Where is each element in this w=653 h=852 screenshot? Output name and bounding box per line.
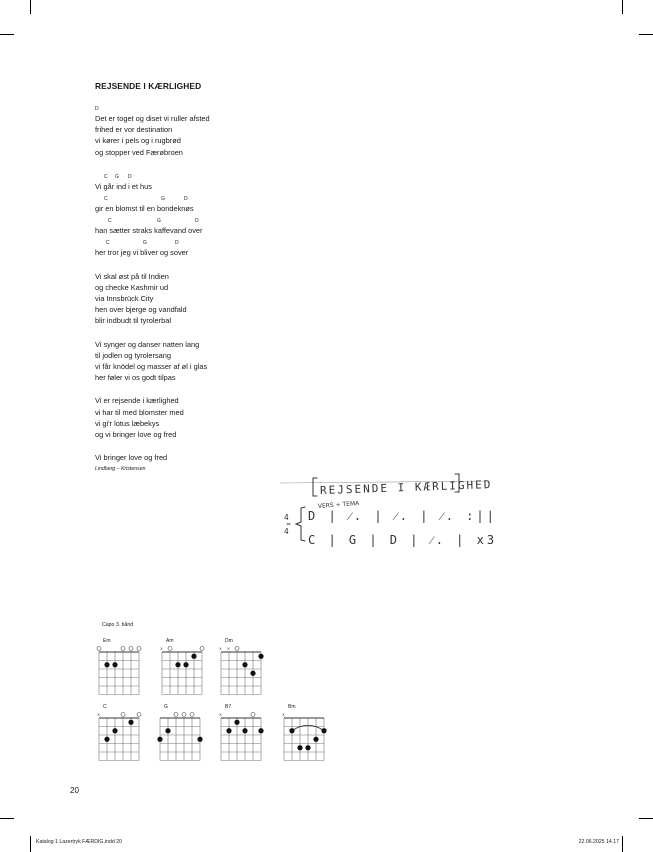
fretboard [95, 644, 147, 700]
lyric-line: Vi skal øst på til Indien [95, 271, 169, 281]
crop-mark-top-right-h [639, 34, 653, 35]
finger-dot [234, 720, 239, 725]
muted-string-marker: × [97, 712, 100, 719]
song-credit: Lindberg – Kristensen [95, 466, 146, 472]
handwritten-chord-chart [270, 462, 510, 558]
lyric-line: og vi bringer love og fred [95, 430, 177, 440]
finger-dot [112, 662, 117, 667]
chord-symbol: G [115, 173, 119, 180]
footer-file-info: Katalog 1 Lazertryk FÆRDIG.indd 20 [36, 839, 122, 845]
open-string-marker [235, 647, 239, 651]
lyric-line: og stopper ved Færøbroen [95, 147, 183, 157]
crop-mark-bottom-left-h [0, 818, 14, 819]
open-string-marker [200, 647, 204, 651]
chord-row [95, 236, 355, 247]
crop-mark-bottom-right-h [639, 818, 653, 819]
chord-symbol: C [104, 196, 108, 203]
lyric-line: gir en blomst til en bondeknøs [95, 204, 194, 214]
capo-note: Capo 3. bånd [102, 622, 134, 628]
crop-mark-top-left-h [0, 34, 14, 35]
finger-dot [226, 728, 231, 733]
finger-dot [197, 737, 202, 742]
finger-dot [297, 745, 302, 750]
chord-symbol: C [104, 173, 108, 180]
crop-mark-top-left-v [30, 0, 31, 14]
open-string-marker [121, 647, 125, 651]
finger-dot [128, 720, 133, 725]
finger-dot [289, 728, 294, 733]
open-string-marker [190, 713, 194, 717]
chord-symbol: D [184, 196, 188, 203]
lyric-line: Det er toget og diset vi ruller afsted [95, 114, 210, 123]
lyric-line: her tror jeg vi bliver og sover [95, 248, 189, 258]
chord-row [95, 102, 355, 113]
lyric-line: Vi går ind i et hus [95, 181, 152, 191]
crop-mark-bottom-left-v [30, 836, 31, 852]
finger-dot [250, 671, 255, 676]
crop-mark-bottom-right-v [622, 836, 623, 852]
fretboard [217, 644, 269, 700]
lyric-line: Vi er rejsende i kærlighed [95, 396, 179, 406]
lyric-line: hen over bjerge og vandfald [95, 305, 187, 315]
chord-symbol: G [157, 218, 161, 225]
chord-diagram-label: C [103, 704, 107, 710]
chord-symbol: D [175, 240, 179, 247]
lyric-line: vi gi'r lotus læbekys [95, 418, 160, 428]
open-string-marker [121, 713, 125, 717]
lyric-line: Vi synger og danser natten lang [95, 339, 200, 349]
open-string-marker [97, 647, 101, 651]
lyric-line: vi har til med blomster med [95, 407, 184, 417]
finger-dot [175, 662, 180, 667]
finger-dot [258, 654, 263, 659]
stanza-gap [95, 158, 355, 170]
finger-dot [112, 728, 117, 733]
finger-dot [313, 737, 318, 742]
chord-row [95, 192, 355, 203]
stanza-gap [95, 259, 355, 271]
fretboard [95, 710, 147, 766]
finger-dot [157, 737, 162, 742]
open-string-marker [251, 713, 255, 717]
finger-dot [305, 745, 310, 750]
muted-string-marker: × [160, 646, 163, 653]
handwritten-line-1: D | ⁄. | ⁄. | ⁄. :|| [308, 509, 497, 523]
muted-string-marker: × [219, 712, 222, 719]
chord-row [95, 170, 355, 181]
stanza-gap [95, 440, 355, 452]
chord-symbol: G [143, 240, 147, 247]
open-string-marker [168, 647, 172, 651]
lyric-line: Vi bringer love og fred [95, 453, 168, 463]
open-string-marker [137, 647, 141, 651]
finger-dot [242, 662, 247, 667]
fretboard [156, 710, 208, 766]
chord-symbol: C [108, 218, 112, 225]
lyrics-block [95, 102, 355, 463]
finger-dot [321, 728, 326, 733]
handwritten-line-2: C | G | D | ⁄. | x3 [308, 533, 498, 547]
open-string-marker [174, 713, 178, 717]
finger-dot [242, 728, 247, 733]
muted-string-marker: × [282, 712, 285, 719]
lyric-line: til jodlen og tyrolersang [95, 350, 172, 360]
finger-dot [191, 654, 196, 659]
chord-symbol: D [195, 218, 199, 225]
chord-diagram-label: G [164, 704, 168, 710]
chord-symbol: G [161, 196, 165, 203]
open-string-marker [182, 713, 186, 717]
chord-diagram-label: B7 [225, 704, 232, 710]
chord-symbol: D [128, 173, 132, 180]
lyric-line: han sætter straks kaffevand over [95, 226, 203, 236]
chord-row [95, 214, 355, 225]
open-string-marker [129, 647, 133, 651]
finger-dot [258, 728, 263, 733]
footer-timestamp: 22.06.2025 14.17 [578, 839, 619, 845]
muted-string-marker: × [227, 646, 230, 653]
chord-symbol: C [106, 240, 110, 247]
handwritten-subtitle: VERS + TEMA [317, 500, 360, 510]
song-title: REJSENDE I KÆRLIGHED [95, 81, 202, 91]
open-string-marker [137, 713, 141, 717]
finger-dot [104, 737, 109, 742]
finger-dot [183, 662, 188, 667]
finger-dot [165, 728, 170, 733]
chord-diagram-label: Bm [288, 704, 296, 710]
lyric-line: vi kører i pels og i rugbrød [95, 136, 181, 146]
chord-symbol: D [95, 106, 99, 112]
lyric-line: frihed er vor destination [95, 125, 173, 135]
lyric-line: blir indbudt til tyrolerbal [95, 316, 171, 326]
chord-diagram-label: Dm [225, 638, 233, 644]
page-number: 20 [70, 786, 79, 795]
handwritten-time-sig-top: 4 [284, 513, 289, 522]
fretboard [158, 644, 210, 700]
handwritten-title: REJSENDE I KÆRLIGHED [319, 478, 493, 498]
stanza-gap [95, 327, 355, 339]
handwritten-time-sig-bottom: 4 [284, 527, 289, 536]
crop-mark-top-right-v [622, 0, 623, 14]
muted-string-marker: × [219, 646, 222, 653]
lyric-line: via Innsbrück City [95, 294, 154, 304]
chord-diagram-label: Em [103, 638, 111, 644]
lyric-line: vi får knödel og masser af øl i glas [95, 362, 208, 372]
fretboard [280, 710, 332, 766]
stanza-gap [95, 383, 355, 395]
lyric-line: og checke Kashmir ud [95, 282, 169, 292]
finger-dot [104, 662, 109, 667]
fretboard [217, 710, 269, 766]
chord-diagram-label: Am [166, 638, 174, 644]
lyric-line: her føler vi os godt tilpas [95, 373, 176, 383]
